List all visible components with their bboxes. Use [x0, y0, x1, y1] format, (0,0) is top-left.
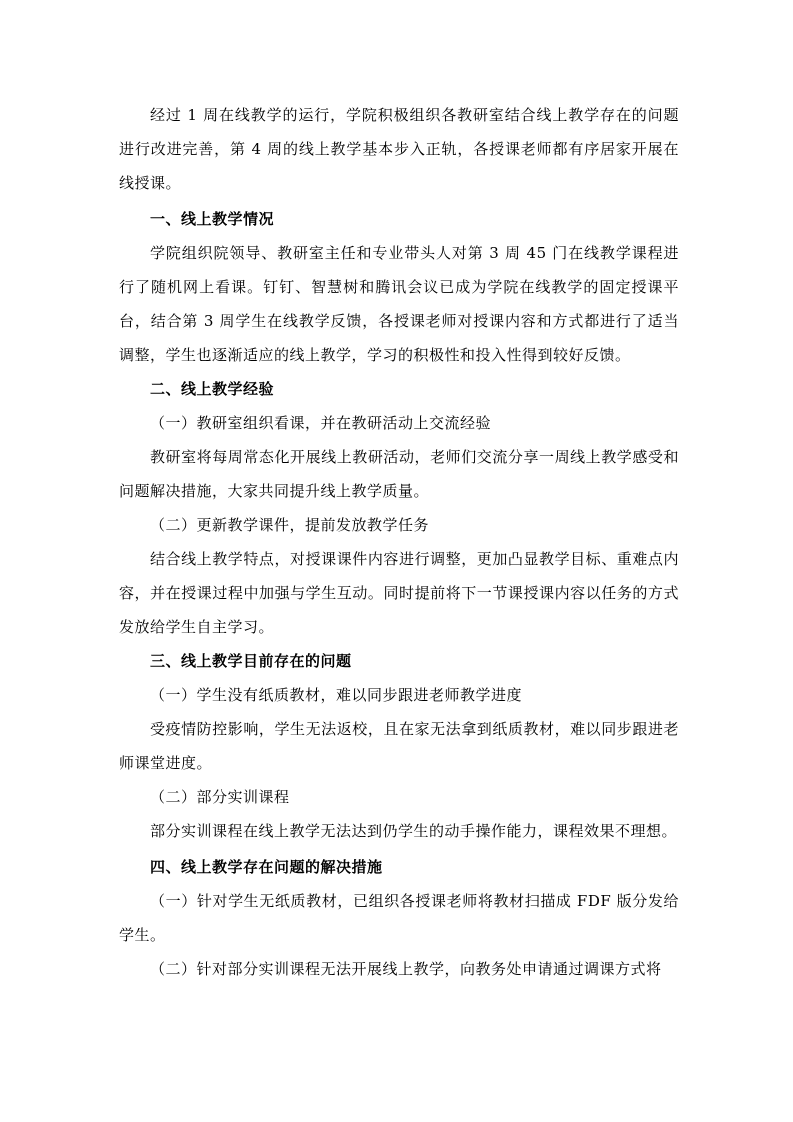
section-3-item-2-title: （二）部分实训课程	[150, 788, 290, 806]
section-4-item-1: （一）针对学生无纸质教材，已组织各授课老师将教材扫描成 FDF 版分发给学生。	[119, 892, 679, 944]
section-2-item-2-title: （二）更新教学课件，提前发放教学任务	[150, 516, 430, 534]
section-heading-3: 三、线上教学目前存在的问题	[150, 652, 352, 670]
section-1-paragraph: 学院组织院领导、教研室主任和专业带头人对第 3 周 45 门在线教学课程进行了随机网上看课。钉钉、智慧树和腾讯会议已成为学院在线教学的固定授课平台，结合第 3 周学生在线教学反馈，各授课老师对授课内容和方式都进行了适当调整，学生也逐渐适应的线上教学，学习的积极性和投入性得到较好反馈。	[119, 244, 679, 364]
section-3-item-1-text: 受疫情防控影响，学生无法返校，且在家无法拿到纸质教材，难以同步跟进老师课堂进度。	[119, 720, 679, 772]
section-2-item-1-title: （一）教研室组织看课，并在教研活动上交流经验	[150, 414, 492, 432]
section-heading-1: 一、线上教学情况	[150, 210, 275, 228]
section-heading-4: 四、线上教学存在问题的解决措施	[150, 858, 383, 876]
document-body	[119, 98, 679, 986]
section-3-item-2-text: 部分实训课程在线上教学无法达到仍学生的动手操作能力，课程效果不理想。	[150, 822, 678, 840]
section-2-item-2-text: 结合线上教学特点，对授课课件内容进行调整，更加凸显教学目标、重难点内容，并在授课过程中加强与学生互动。同时提前将下一节课授课内容以任务的方式发放给学生自主学习。	[119, 550, 679, 636]
section-3-item-1-title: （一）学生没有纸质教材，难以同步跟进老师教学进度	[150, 686, 523, 704]
section-4-item-2: （二）针对部分实训课程无法开展线上教学，向教务处申请通过调课方式将	[150, 960, 662, 978]
intro-paragraph: 经过 1 周在线教学的运行，学院积极组织各教研室结合线上教学存在的问题进行改进完善，第 4 周的线上教学基本步入正轨，各授课老师都有序居家开展在线授课。	[119, 106, 679, 192]
section-heading-2: 二、线上教学经验	[150, 380, 275, 398]
section-2-item-1-text: 教研室将每周常态化开展线上教研活动，老师们交流分享一周线上教学感受和问题解决措施，大家共同提升线上教学质量。	[119, 448, 679, 500]
